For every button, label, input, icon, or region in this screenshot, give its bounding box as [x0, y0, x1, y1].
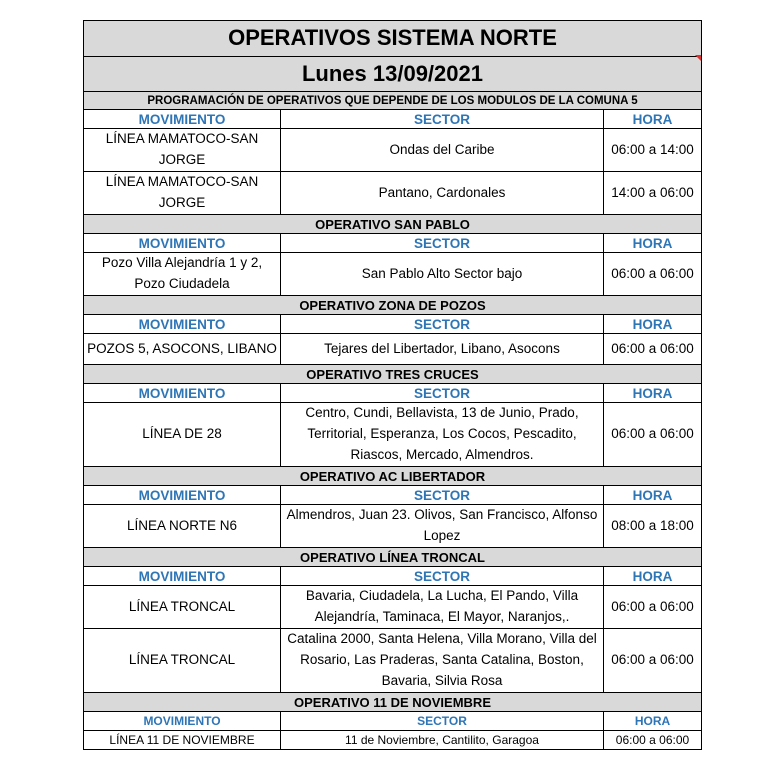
column-header-sector: SECTOR [281, 315, 604, 334]
cell-hora: 06:00 a 14:00 [604, 129, 702, 172]
cell-hora: 14:00 a 06:00 [604, 172, 702, 215]
section-heading: PROGRAMACIÓN DE OPERATIVOS QUE DEPENDE DE LOS MODULOS DE LA COMUNA 5 [84, 92, 702, 110]
column-header-hora: HORA [604, 567, 702, 586]
table-row [84, 334, 702, 365]
date-row [84, 57, 702, 92]
column-header-sector: SECTOR [281, 486, 604, 505]
section-heading: OPERATIVO TRES CRUCES [84, 365, 702, 384]
section-heading-row [84, 548, 702, 567]
column-header-hora: HORA [604, 384, 702, 403]
section-heading: OPERATIVO ZONA DE POZOS [84, 296, 702, 315]
cell-sector: 11 de Noviembre, Cantilito, Garagoa [281, 731, 604, 750]
cell-movimiento: POZOS 5, ASOCONS, LIBANO [84, 334, 281, 365]
section-heading-row [84, 215, 702, 234]
cell-hora: 06:00 a 06:00 [604, 629, 702, 693]
column-header-movimiento: MOVIMIENTO [84, 315, 281, 334]
section-heading: OPERATIVO LÍNEA TRONCAL [84, 548, 702, 567]
section-heading-row [84, 92, 702, 110]
column-header-movimiento: MOVIMIENTO [84, 712, 281, 731]
table-row [84, 403, 702, 467]
cell-hora: 06:00 a 06:00 [604, 253, 702, 296]
cell-movimiento: LÍNEA 11 DE NOVIEMBRE [84, 731, 281, 750]
cell-hora: 06:00 a 06:00 [604, 403, 702, 467]
cell-sector: Catalina 2000, Santa Helena, Villa Morano, Villa del Rosario, Las Praderas, Santa Catalina, Boston, Bavaria, Silvia Rosa [281, 629, 604, 693]
column-header-sector: SECTOR [281, 110, 604, 129]
section-heading: OPERATIVO AC LIBERTADOR [84, 467, 702, 486]
column-header-row [84, 315, 702, 334]
column-header-row [84, 712, 702, 731]
cell-movimiento: LÍNEA MAMATOCO-SAN JORGE [84, 129, 281, 172]
section-heading: OPERATIVO SAN PABLO [84, 215, 702, 234]
section-heading-row [84, 693, 702, 712]
cell-movimiento: LÍNEA MAMATOCO-SAN JORGE [84, 172, 281, 215]
column-header-movimiento: MOVIMIENTO [84, 384, 281, 403]
column-header-hora: HORA [604, 315, 702, 334]
section-heading-row [84, 365, 702, 384]
cell-hora: 06:00 a 06:00 [604, 586, 702, 629]
column-header-hora: HORA [604, 110, 702, 129]
column-header-hora: HORA [604, 486, 702, 505]
cell-sector: Almendros, Juan 23. Olivos, San Francisco, Alfonso Lopez [281, 505, 604, 548]
column-header-row [84, 567, 702, 586]
cell-movimiento: LÍNEA TRONCAL [84, 629, 281, 693]
page-title: OPERATIVOS SISTEMA NORTE [84, 21, 702, 57]
column-header-sector: SECTOR [281, 234, 604, 253]
cell-movimiento: LÍNEA DE 28 [84, 403, 281, 467]
column-header-movimiento: MOVIMIENTO [84, 567, 281, 586]
cell-sector: Centro, Cundi, Bellavista, 13 de Junio, Prado, Territorial, Esperanza, Los Cocos, Pescadito, Riascos, Mercado, Almendros. [281, 403, 604, 467]
column-header-row [84, 486, 702, 505]
operativos-table [83, 20, 702, 750]
table-row [84, 253, 702, 296]
column-header-sector: SECTOR [281, 384, 604, 403]
table-row [84, 172, 702, 215]
section-heading: OPERATIVO 11 DE NOVIEMBRE [84, 693, 702, 712]
column-header-row [84, 234, 702, 253]
title-row [84, 21, 702, 57]
cell-movimiento: LÍNEA NORTE N6 [84, 505, 281, 548]
table-row [84, 629, 702, 693]
cell-hora: 06:00 a 06:00 [604, 334, 702, 365]
cell-sector: Bavaria, Ciudadela, La Lucha, El Pando, Villa Alejandría, Taminaca, El Mayor, Naranjos,. [281, 586, 604, 629]
column-header-sector: SECTOR [281, 567, 604, 586]
cell-movimiento: Pozo Villa Alejandría 1 y 2, Pozo Ciudadela [84, 253, 281, 296]
table-row [84, 505, 702, 548]
cell-sector: Tejares del Libertador, Libano, Asocons [281, 334, 604, 365]
cell-movimiento: LÍNEA TRONCAL [84, 586, 281, 629]
column-header-movimiento: MOVIMIENTO [84, 234, 281, 253]
cell-sector: Pantano, Cardonales [281, 172, 604, 215]
column-header-row [84, 384, 702, 403]
cell-hora: 06:00 a 06:00 [604, 731, 702, 750]
column-header-row [84, 110, 702, 129]
section-heading-row [84, 467, 702, 486]
table-row [84, 129, 702, 172]
cell-hora: 08:00 a 18:00 [604, 505, 702, 548]
page-date: Lunes 13/09/2021 [84, 57, 702, 92]
column-header-movimiento: MOVIMIENTO [84, 110, 281, 129]
column-header-movimiento: MOVIMIENTO [84, 486, 281, 505]
column-header-hora: HORA [604, 712, 702, 731]
cell-sector: San Pablo Alto Sector bajo [281, 253, 604, 296]
table-row [84, 731, 702, 750]
cell-sector: Ondas del Caribe [281, 129, 604, 172]
column-header-sector: SECTOR [281, 712, 604, 731]
table-row [84, 586, 702, 629]
section-heading-row [84, 296, 702, 315]
comment-indicator-icon [695, 55, 701, 61]
column-header-hora: HORA [604, 234, 702, 253]
